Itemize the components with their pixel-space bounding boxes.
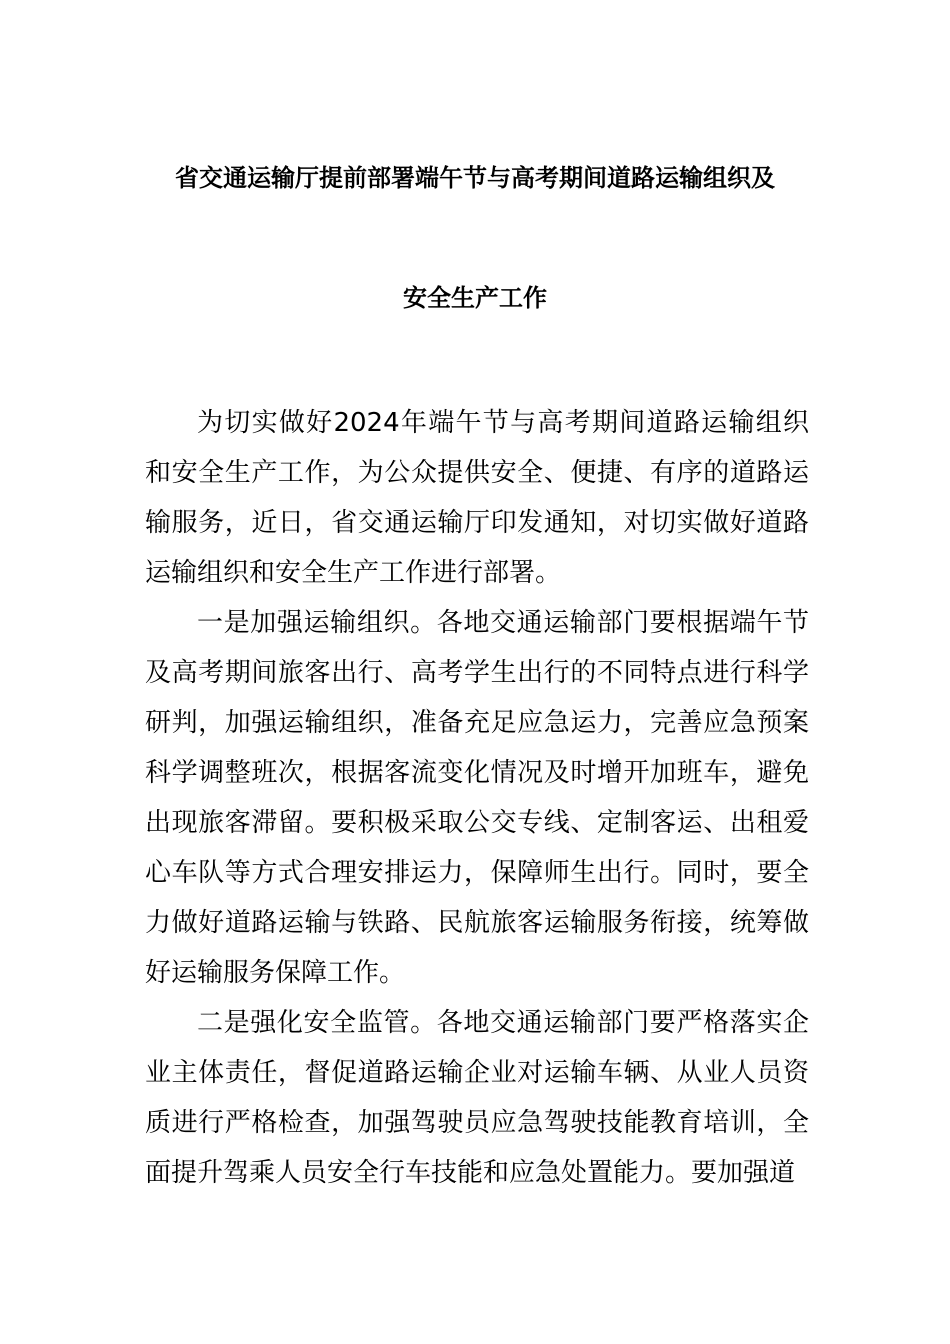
document-title-line-1: 省交通运输厅提前部署端午节与高考期间道路运输组织及 — [175, 164, 775, 192]
document-title-line-2: 安全生产工作 — [403, 284, 547, 312]
paragraph-safety-supervision: 二是强化安全监管。各地交通运输部门要严格落实企业主体责任，督促道路运输企业对运输车辆、从业人员资质进行严格检查，加强驾驶员应急驾驶技能教育培训，全面提升驾乘人员安全行车技能和应急处置能力。要加强道 — [145, 1008, 809, 1188]
paragraph-intro: 为切实做好2024年端午节与高考期间道路运输组织和安全生产工作，为公众提供安全、便捷、有序的道路运输服务，近日，省交通运输厅印发通知，对切实做好道路运输组织和安全生产工作进行部署。 — [145, 408, 809, 588]
document-body — [145, 398, 809, 1198]
paragraph-transport-organization: 一是加强运输组织。各地交通运输部门要根据端午节及高考期间旅客出行、高考学生出行的不同特点进行科学研判，加强运输组织，准备充足应急运力，完善应急预案科学调整班次，根据客流变化情况及时增开加班车，避免出现旅客滞留。要积极采取公交专线、定制客运、出租爱心车队等方式合理安排运力，保障师生出行。同时，要全力做好道路运输与铁路、民航旅客运输服务衔接，统筹做好运输服务保障工作。 — [145, 608, 809, 988]
